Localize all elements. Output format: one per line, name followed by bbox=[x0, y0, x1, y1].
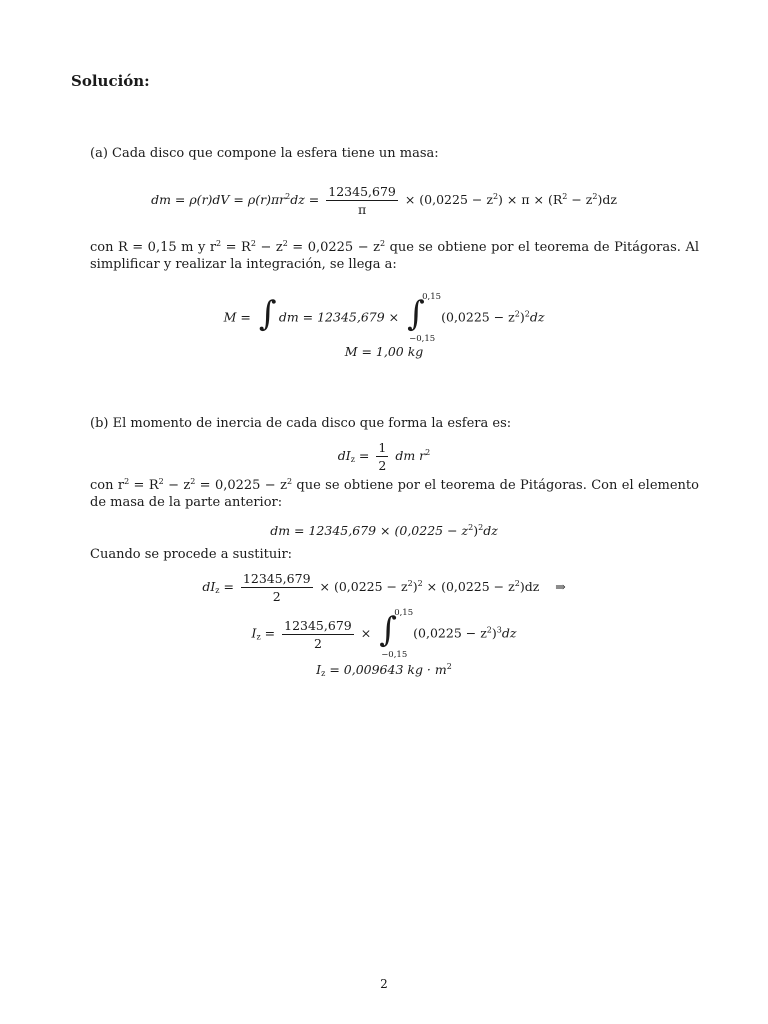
mass-result: M = 1,00 kg bbox=[344, 344, 424, 359]
eq-a1-rhs3: − z bbox=[567, 192, 593, 207]
part-b-intro-text: (b) El momento de inercia de cada disco que forma la esfera es: bbox=[90, 416, 512, 431]
definite-integral: ∫ 0,15 −0,15 bbox=[379, 608, 414, 660]
part-b-paragraph-1-text: con $r^2 = R^2 - z^2 = 0,0225 - z^2$ que se obtiene por el teorema de Pitágoras. Con el elemento de masa de la parte anterior: bbox=[90, 477, 699, 510]
part-b-paragraph-2: Cuando se procede a sustituir: bbox=[90, 547, 293, 562]
eq-a2-mid: dm = 12345,679 × bbox=[278, 309, 400, 325]
part-b-equation-4: $I_z$ = $\frac{12345,679}{2}$ × ∫ 0,15 −0,15 $(0,0225 - z^2)^3dz$ bbox=[251, 608, 517, 660]
eq-b3-fraction: $\frac{12345,679}{2}$ bbox=[242, 571, 311, 604]
part-a-paragraph-1 bbox=[71, 239, 699, 273]
page-number: 2 bbox=[380, 977, 388, 991]
part-a-equation-2: M = ∫ dm = 12345,679 × ∫ 0,15 −0,15 $(0,0225 - z^2)^2dz$ bbox=[223, 292, 545, 344]
part-a-intro bbox=[71, 145, 699, 162]
eq-a1-fraction bbox=[326, 184, 398, 217]
part-a-paragraph-1-text: con R = 0,15 m y $r^2 = R^2 - z^2 = 0,0225 - z^2$ que se obtiene por el teorema de Pitágoras. Al simplificar y realizar la integración, se llega a: bbox=[90, 239, 699, 272]
eq-a1-denominator: π bbox=[357, 202, 367, 217]
part-b-equation-3: $dI_z$ = $\frac{12345,679}{2}$ × $(0,0225 - z^2)^2 \times (0,0225 - z^2)dz$ ⇒ bbox=[202, 571, 566, 604]
eq-a1-rhs: × (0,0225 − z bbox=[404, 192, 493, 207]
eq-a1-lhs2: dz = bbox=[290, 192, 320, 207]
part-a-equation-1: dm = $\rho(r)dV = \rho(r)\pi r^2dz$ = $\frac{12345,679}{\pi}$ × $(0,0225 - z^2) \times \pi \times (R^2 - z^2)dz$ bbox=[151, 184, 617, 217]
eq-a2-rhs: (0,0225 − z bbox=[441, 309, 515, 325]
eq-b1-fraction: $\frac{1}{2}$ bbox=[378, 440, 387, 473]
inertia-result: $I_z = 0,009643$ kg · $m^2$ bbox=[316, 662, 452, 678]
part-b-intro bbox=[71, 415, 699, 432]
integral-sign: ∫ bbox=[258, 294, 277, 334]
part-b-paragraph-1 bbox=[71, 477, 699, 511]
integral-lower-limit: −0,15 bbox=[409, 334, 436, 344]
integral-upper-limit: 0,15 bbox=[422, 292, 442, 302]
definite-integral: ∫ 0,15 −0,15 bbox=[407, 292, 442, 344]
eq-a2-lhs: M = bbox=[223, 309, 251, 325]
eq-a1-lhs: dm = ρ(r)dV = ρ(r)πr bbox=[151, 192, 286, 207]
eq-b4-fraction: $\frac{12345,679}{2}$ bbox=[284, 617, 352, 651]
eq-a1-numerator: 12345,679 bbox=[328, 184, 396, 199]
implies-arrow-icon: ⇒ bbox=[555, 579, 566, 594]
part-a-intro-text: (a) Cada disco que compone la esfera tiene un masa: bbox=[90, 146, 439, 161]
part-b-equation-1: $dI_z$ = $\frac{1}{2}$ dm $r^2$ bbox=[337, 440, 431, 473]
eq-a1-rhs4: )dz bbox=[597, 192, 617, 207]
part-b-equation-2: dm = $12345,679 \times (0,0225 - z^2)^2dz$ bbox=[270, 523, 498, 538]
eq-a1-rhs2: ) × π × (R bbox=[498, 192, 563, 207]
solution-title: Solución: bbox=[71, 72, 150, 90]
